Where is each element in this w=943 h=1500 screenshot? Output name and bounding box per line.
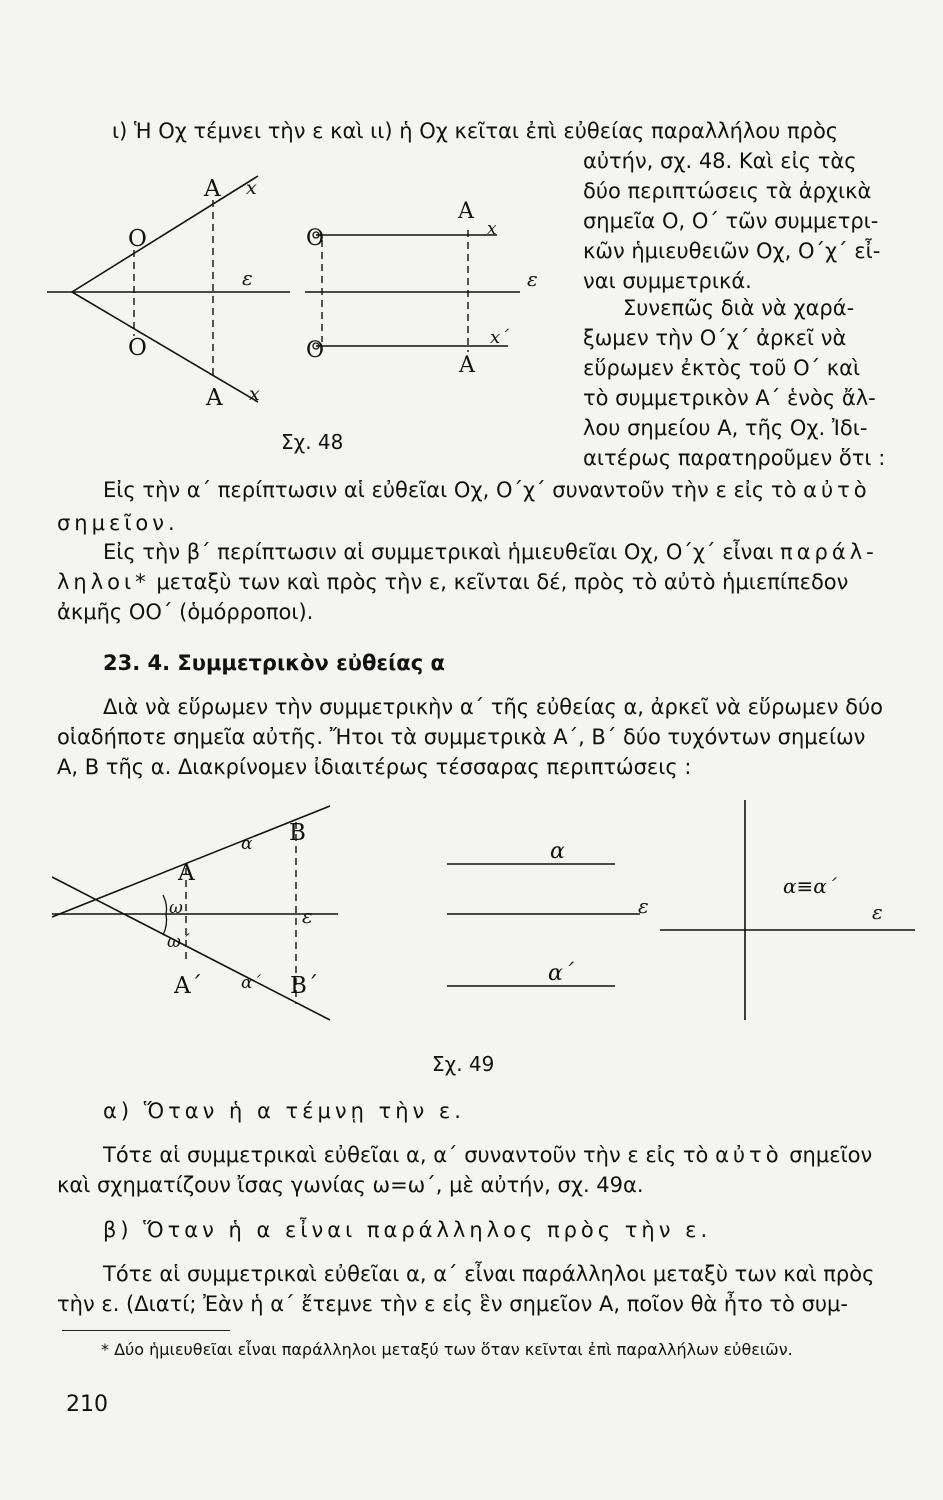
fig48-right-label-a: Α: [458, 199, 474, 224]
fig49-right-label-eps: ε: [872, 900, 883, 924]
fig49-label-alpha: α: [241, 834, 253, 854]
fig49-arc-omega: [163, 895, 167, 914]
fig49-label-omega: ω: [169, 898, 183, 918]
text-line: α) Ὅταν ἡ α τέμνῃ τὴν ε.: [103, 1099, 465, 1123]
footnote-rule: [62, 1330, 230, 1331]
text-line: εὕρωμεν ἐκτὸς τοῦ Ο΄ καὶ: [583, 356, 861, 380]
fig48-label-x: x: [246, 177, 257, 199]
fig49-label-bprime: Β΄: [290, 973, 319, 999]
text-span: Εἰς τὴν α΄ περίπτωσιν αἱ εὐθεῖαι Οχ, Ο΄χ΄ συναντοῦν τὴν ε εἰς τὸ: [103, 478, 797, 502]
text-line: αιτέρως παρατηροῦμεν ὅτι :: [583, 446, 886, 470]
text-line: ξωμεν τὴν Ο΄χ΄ ἀρκεῖ νὰ: [583, 326, 847, 350]
fig48-label-x2: x: [249, 383, 260, 405]
fig49-mid-label-eps: ε: [638, 894, 649, 918]
fig49-label-b: Β: [289, 820, 306, 846]
fig48-label-a: Α: [204, 176, 221, 202]
text-span-spaced: ληλοι*: [57, 570, 150, 594]
text-line: Α, Β τῆς α. Διακρίνομεν ἰδιαιτέρως τέσσαρας περιπτώσεις :: [57, 755, 692, 779]
fig48-label-o2: Ο: [128, 335, 147, 361]
text-span-spaced: αὐτὸ: [715, 1143, 783, 1167]
fig48-label-o: Ο: [128, 226, 147, 252]
fig49-caption: Σχ. 49: [432, 1052, 495, 1076]
text-line: Τότε αἱ συμμετρικαὶ εὐθεῖαι α, α΄ εἶναι παράλληλοι μεταξὺ των καὶ πρὸς: [103, 1262, 875, 1286]
text-line: ἀκμῆς ΟΟ΄ (ὁμόρροποι).: [57, 600, 314, 624]
fig49-label-alphaprime: α΄: [241, 973, 261, 993]
text-line: δύο περιπτώσεις τὰ ἀρχικὰ: [583, 179, 872, 203]
text-span: Εἰς τὴν β΄ περίπτωσιν αἱ συμμετρικαὶ ἡμιευθεῖαι Οχ, Ο΄χ΄ εἶναι: [103, 540, 774, 564]
text-line: ι) Ἡ Οχ τέμνει τὴν ε καὶ ιι) ἡ Οχ κεῖται ἐπὶ εὐθείας παραλλήλου πρὸς: [112, 119, 839, 143]
text-line: σημεῖον.: [57, 511, 179, 535]
fig48-caption: Σχ. 48: [281, 430, 344, 454]
text-span-spaced: παράλ-: [780, 540, 878, 564]
fig49-label-aprime: Α΄: [174, 973, 203, 999]
text-span: σημεῖον: [789, 1143, 873, 1167]
page-number: 210: [66, 1392, 108, 1417]
fig48-right-label-x: x: [487, 219, 497, 239]
text-line: κῶν ἡμιευθειῶν Οχ, Ο΄χ΄ εἶ-: [583, 239, 881, 263]
text-span: Τότε αἱ συμμετρικαὶ εὐθεῖαι α, α΄ συναντοῦν τὴν ε εἰς τὸ: [103, 1143, 709, 1167]
fig48-right-label-x2: x΄: [490, 327, 510, 348]
text-line: Διὰ νὰ εὕρωμεν τὴν συμμετρικὴν α΄ τῆς εὐθείας α, ἀρκεῖ νὰ εὕρωμεν δύο: [103, 695, 883, 719]
text-line: Συνεπῶς διὰ νὰ χαρά-: [623, 296, 855, 320]
fig49-mid-label-alpha: α: [550, 839, 565, 864]
text-line: ναι συμμετρικά.: [583, 269, 752, 293]
fig48-right-label-a2: Α: [459, 353, 475, 378]
text-line: λου σημείου Α, τῆς Οχ. Ἰδι-: [583, 416, 868, 440]
fig48-label-eps: ε: [242, 266, 253, 290]
fig49-label-omegaprime: ω΄: [167, 932, 190, 952]
text-span: μεταξὺ των καὶ πρὸς τὴν ε, κεῖνται δέ, πρὸς τὸ αὐτὸ ἡμιεπίπεδον: [156, 570, 849, 594]
text-line: β) Ὅταν ἡ α εἶναι παράλληλος πρὸς τὴν ε.: [103, 1218, 712, 1242]
text-line: τὴν ε. (Διατί; Ἐὰν ἡ α΄ ἔτεμνε τὴν ε εἰς ἓν σημεῖον Α, ποῖον θὰ ἦτο τὸ συμ-: [57, 1292, 848, 1316]
text-line: καὶ σχηματίζουν ἴσας γωνίας ω=ω΄, μὲ αὐτήν, σχ. 49α.: [57, 1173, 644, 1197]
fig48-right-label-o2: Ο: [306, 338, 325, 363]
text-line: σημεῖα Ο, Ο΄ τῶν συμμετρι-: [583, 209, 879, 233]
fig48-label-a2: Α: [206, 385, 223, 411]
text-line: [103, 1140, 872, 1170]
text-line: αὐτήν, σχ. 48. Καὶ εἰς τὰς: [583, 149, 857, 173]
text-line: οἱαδήποτε σημεῖα αὐτῆς. Ἤτοι τὰ συμμετρικὰ Α΄, Β΄ δύο τυχόντων σημείων: [57, 725, 866, 749]
fig49-mid-label-alphaprime: α΄: [548, 961, 574, 986]
fig48-right-label-o: Ο: [306, 226, 325, 251]
fig49-right-label-aa: α≡α΄: [783, 874, 837, 898]
section-heading: 23. 4. Συμμετρικὸν εὐθείας α: [103, 651, 445, 675]
fig49-label-a: Α: [178, 860, 195, 886]
text-line: τὸ συμμετρικὸν Α΄ ἑνὸς ἄλ-: [583, 386, 876, 410]
fig48-right-label-eps: ε: [527, 267, 538, 291]
text-span-spaced: αὐτὸ: [803, 478, 871, 502]
footnote: * Δύο ἡμιευθεῖαι εἶναι παράλληλοι μεταξύ των ὅταν κεῖνται ἐπὶ παραλλήλων εὐθειῶν.: [101, 1340, 793, 1359]
fig49-label-eps: ε: [302, 904, 313, 928]
